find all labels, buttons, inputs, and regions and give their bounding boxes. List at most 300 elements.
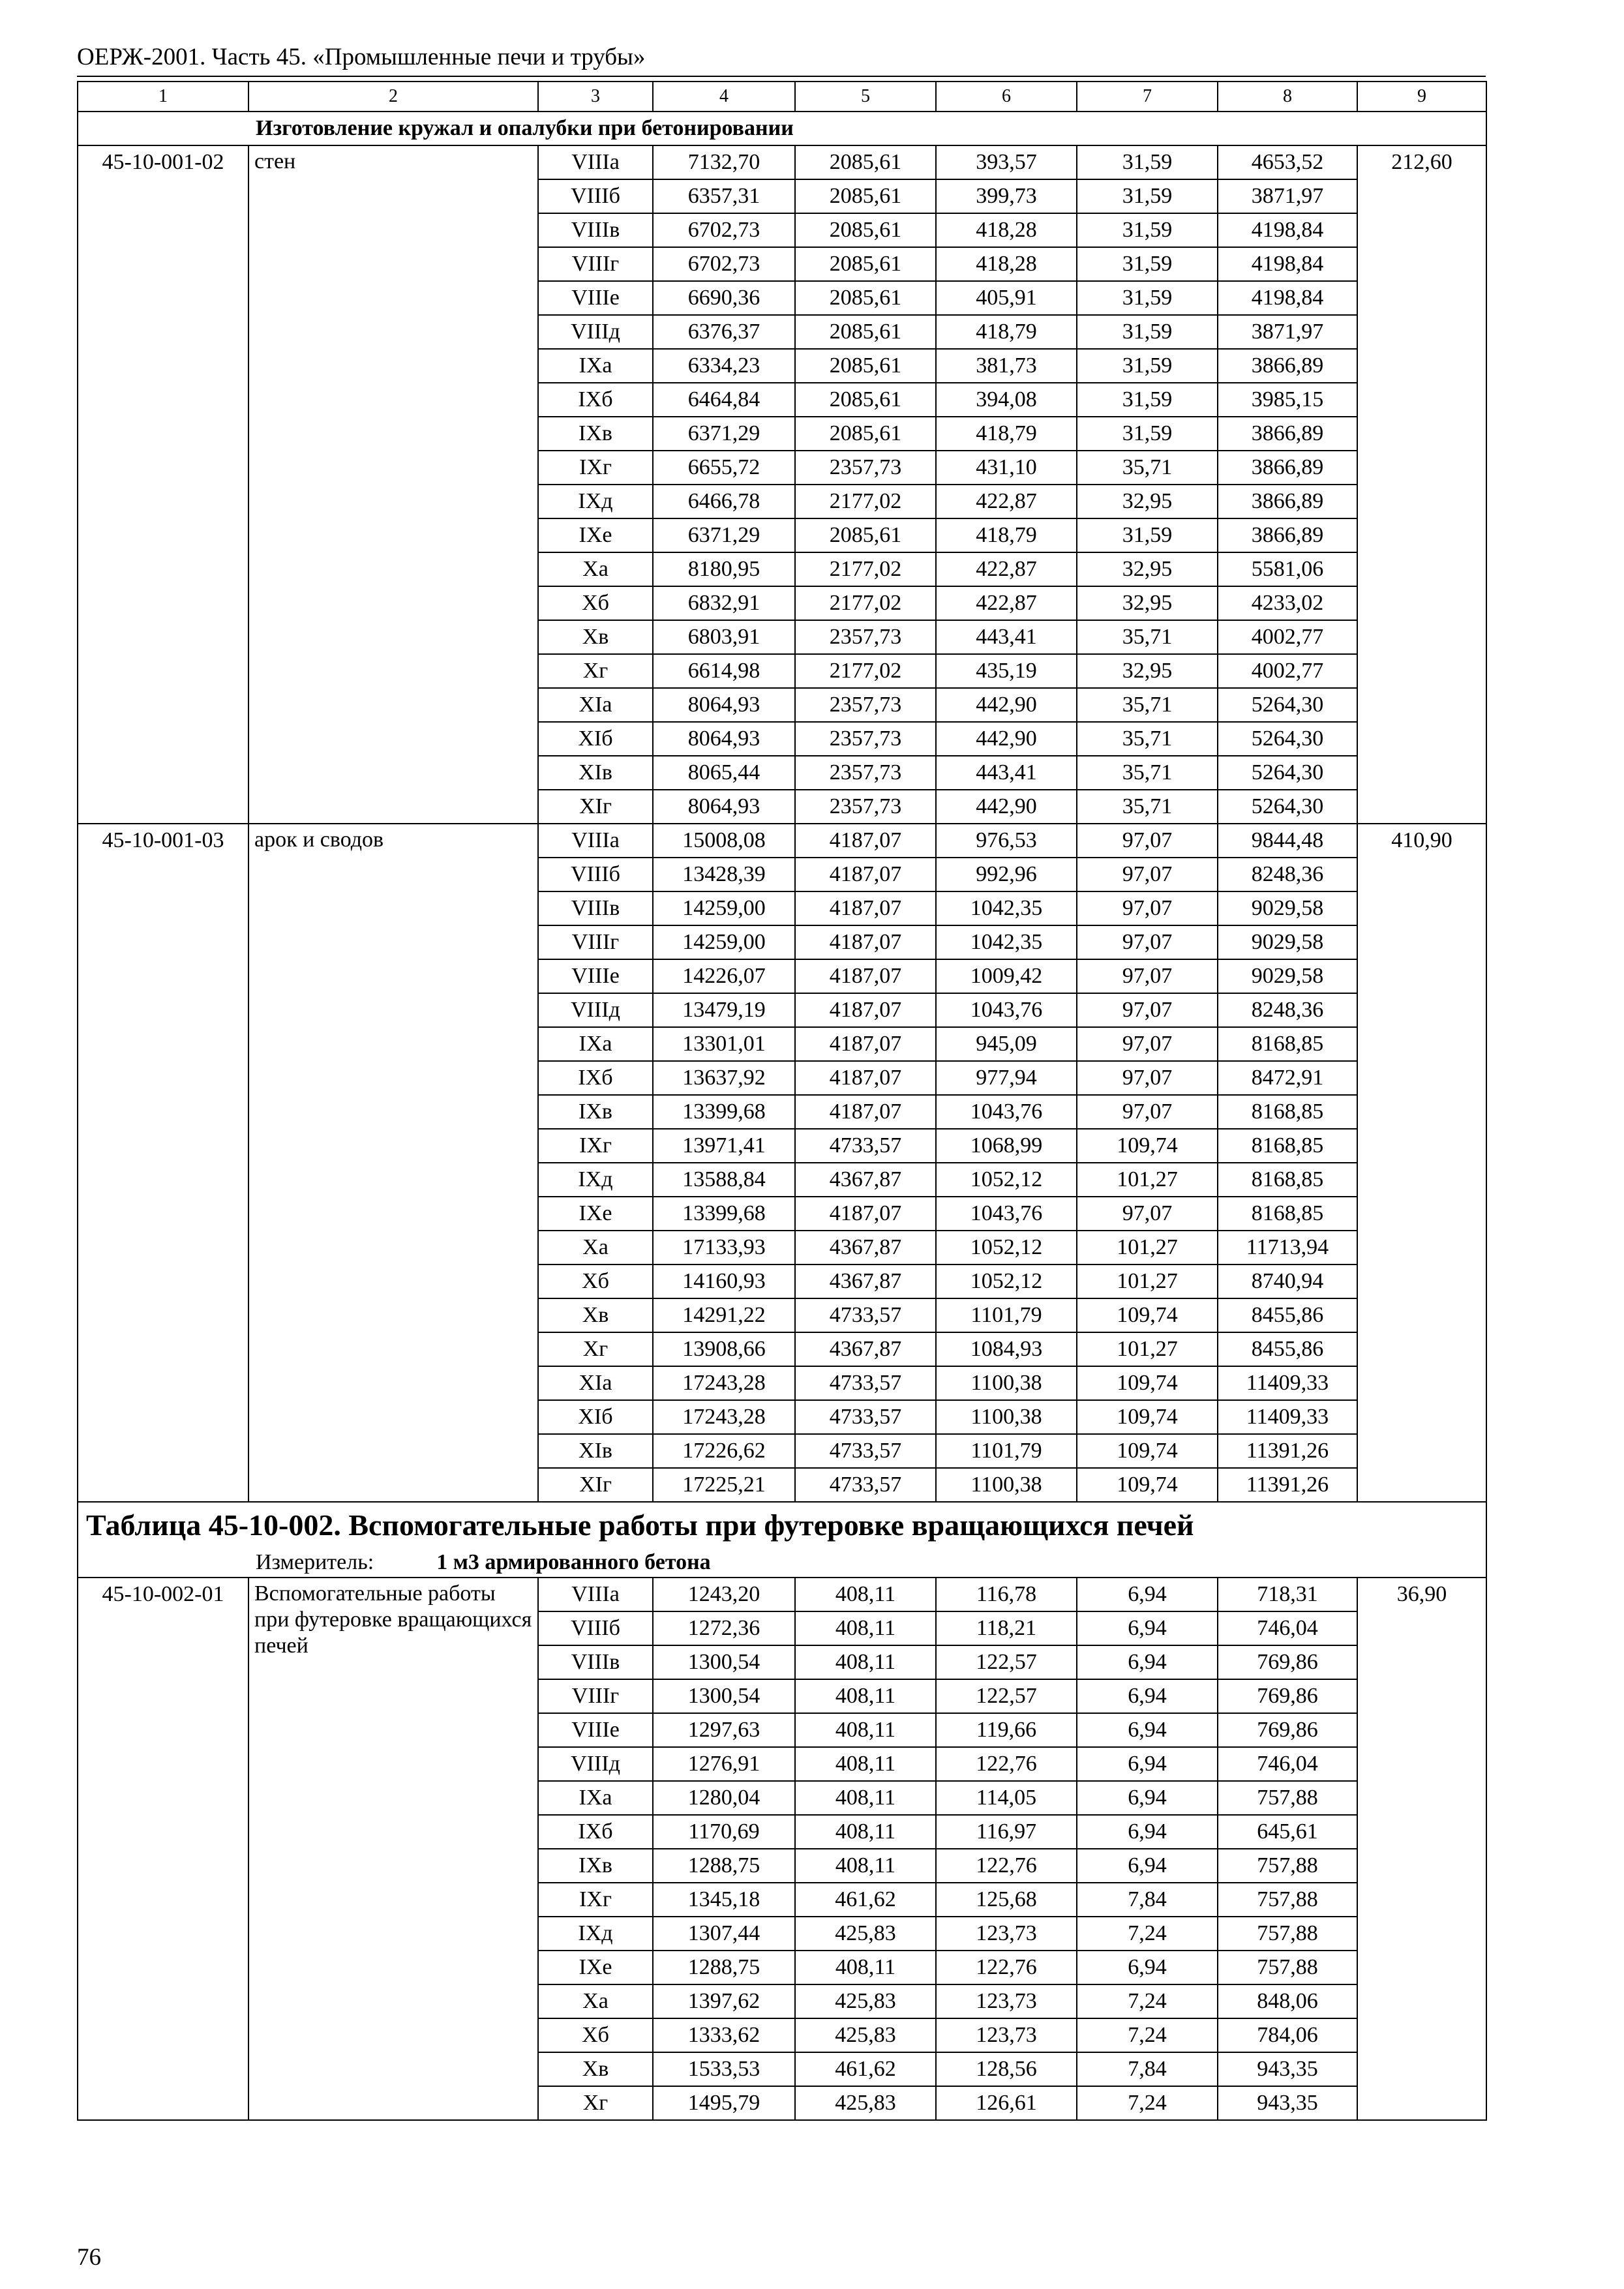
rate-value: 945,09	[936, 1027, 1077, 1061]
rate-value: 4187,07	[795, 993, 936, 1027]
column-number: 7	[1077, 82, 1218, 112]
rate-value: 8472,91	[1218, 1061, 1357, 1095]
rate-value: 116,78	[936, 1578, 1077, 1611]
rate-value: 4367,87	[795, 1332, 936, 1366]
rate-value: 4733,57	[795, 1366, 936, 1400]
rate-value: 4733,57	[795, 1298, 936, 1332]
column-number-row	[78, 82, 1486, 112]
rate-value: 976,53	[936, 824, 1077, 858]
table2-title-row	[78, 1502, 1486, 1548]
rate-category: VIIIе	[538, 281, 653, 315]
rate-value: 4002,77	[1218, 620, 1357, 654]
rate-value: 101,27	[1077, 1231, 1218, 1264]
rate-category: VIIIв	[538, 1645, 653, 1679]
rate-value: 31,59	[1077, 281, 1218, 315]
rate-value: 442,90	[936, 722, 1077, 756]
rate-value: 2085,61	[795, 213, 936, 247]
rate-value: 31,59	[1077, 518, 1218, 552]
rate-value: 8168,85	[1218, 1027, 1357, 1061]
rate-value: 122,76	[936, 1951, 1077, 1984]
rate-value: 6832,91	[653, 586, 795, 620]
rate-value: 2357,73	[795, 688, 936, 722]
rate-value: 1052,12	[936, 1264, 1077, 1298]
rate-value: 394,08	[936, 383, 1077, 417]
table-row	[78, 1578, 1486, 1611]
rate-value: 1009,42	[936, 959, 1077, 993]
section-title: Изготовление кружал и опалубки при бетонировании	[78, 112, 1486, 145]
rate-value: 14226,07	[653, 959, 795, 993]
rate-col9: 410,90	[1357, 824, 1486, 1502]
rate-value: 17133,93	[653, 1231, 795, 1264]
rate-value: 1043,76	[936, 993, 1077, 1027]
rate-value: 3871,97	[1218, 315, 1357, 349]
rate-value: 1288,75	[653, 1849, 795, 1883]
rate-category: Xб	[538, 2018, 653, 2052]
rate-value: 8168,85	[1218, 1095, 1357, 1129]
rate-value: 4367,87	[795, 1231, 936, 1264]
rate-value: 6334,23	[653, 349, 795, 383]
rate-value: 6,94	[1077, 1815, 1218, 1849]
rate-value: 1042,35	[936, 891, 1077, 925]
rate-value: 408,11	[795, 1611, 936, 1645]
rate-value: 2357,73	[795, 451, 936, 485]
rate-value: 118,21	[936, 1611, 1077, 1645]
rate-category: IXд	[538, 485, 653, 518]
page-number: 76	[77, 2244, 101, 2271]
page-header: ОЕРЖ-2001. Часть 45. «Промышленные печи и трубы»	[77, 44, 646, 70]
rate-value: 6,94	[1077, 1849, 1218, 1883]
rate-value: 116,97	[936, 1815, 1077, 1849]
rate-value: 7,24	[1077, 2086, 1218, 2120]
rate-value: 2085,61	[795, 383, 936, 417]
rate-value: 14259,00	[653, 925, 795, 959]
rate-value: 443,41	[936, 620, 1077, 654]
rate-value: 4733,57	[795, 1434, 936, 1468]
rate-value: 97,07	[1077, 1061, 1218, 1095]
rate-value: 757,88	[1218, 1781, 1357, 1815]
rate-value: 408,11	[795, 1849, 936, 1883]
rate-value: 7,24	[1077, 1984, 1218, 2018]
rate-value: 5581,06	[1218, 552, 1357, 586]
rate-value: 4733,57	[795, 1400, 936, 1434]
rate-category: XIг	[538, 1468, 653, 1502]
rate-value: 13301,01	[653, 1027, 795, 1061]
rate-value: 1533,53	[653, 2052, 795, 2086]
rate-value: 13479,19	[653, 993, 795, 1027]
rate-value: 31,59	[1077, 145, 1218, 179]
table-row	[78, 145, 1486, 179]
rate-category: Xг	[538, 2086, 653, 2120]
rate-value: 757,88	[1218, 1849, 1357, 1883]
rate-value: 422,87	[936, 552, 1077, 586]
rate-category: IXа	[538, 1027, 653, 1061]
table2-title: Таблица 45-10-002. Вспомогательные работы при футеровке вращающихся печей	[78, 1502, 1486, 1548]
rate-value: 109,74	[1077, 1366, 1218, 1400]
rate-value: 418,28	[936, 213, 1077, 247]
rate-value: 1397,62	[653, 1984, 795, 2018]
rate-value: 1300,54	[653, 1679, 795, 1713]
rate-value: 35,71	[1077, 722, 1218, 756]
rate-value: 13908,66	[653, 1332, 795, 1366]
rate-value: 408,11	[795, 1679, 936, 1713]
rate-value: 122,76	[936, 1747, 1077, 1781]
rate-value: 2177,02	[795, 552, 936, 586]
rate-name: Вспомогательные работы при футеровке вращающихся печей	[248, 1578, 538, 2120]
rate-value: 8168,85	[1218, 1129, 1357, 1163]
rate-value: 4733,57	[795, 1468, 936, 1502]
rate-category: IXв	[538, 1849, 653, 1883]
column-number: 6	[936, 82, 1077, 112]
rate-value: 35,71	[1077, 451, 1218, 485]
rate-category: VIIIг	[538, 1679, 653, 1713]
rate-value: 408,11	[795, 1747, 936, 1781]
rate-value: 8064,93	[653, 790, 795, 824]
measure-value: 1 м3 армированного бетона	[436, 1549, 711, 1574]
rate-value: 1052,12	[936, 1231, 1077, 1264]
column-number: 8	[1218, 82, 1357, 112]
rate-value: 769,86	[1218, 1713, 1357, 1747]
rate-value: 3866,89	[1218, 485, 1357, 518]
rate-value: 109,74	[1077, 1468, 1218, 1502]
rate-value: 6376,37	[653, 315, 795, 349]
rate-value: 97,07	[1077, 925, 1218, 959]
rate-value: 97,07	[1077, 1095, 1218, 1129]
rate-value: 114,05	[936, 1781, 1077, 1815]
column-number: 9	[1357, 82, 1486, 112]
measure-cell	[78, 1548, 1486, 1578]
rate-value: 6357,31	[653, 179, 795, 213]
rate-category: Xа	[538, 1231, 653, 1264]
measure-row	[78, 1548, 1486, 1578]
rate-category: Xб	[538, 586, 653, 620]
rate-value: 2085,61	[795, 179, 936, 213]
rate-code: 45-10-002-01	[78, 1578, 248, 2120]
rate-category: VIIIв	[538, 891, 653, 925]
rate-value: 8455,86	[1218, 1332, 1357, 1366]
rate-value: 5264,30	[1218, 756, 1357, 790]
rate-value: 97,07	[1077, 824, 1218, 858]
rate-value: 1307,44	[653, 1917, 795, 1951]
rate-value: 757,88	[1218, 1951, 1357, 1984]
rate-value: 31,59	[1077, 349, 1218, 383]
rate-value: 32,95	[1077, 654, 1218, 688]
rate-value: 418,79	[936, 518, 1077, 552]
rate-category: Xв	[538, 620, 653, 654]
rate-category: IXб	[538, 383, 653, 417]
rate-category: VIIIд	[538, 1747, 653, 1781]
rate-value: 2085,61	[795, 349, 936, 383]
rate-value: 109,74	[1077, 1434, 1218, 1468]
rate-category: VIIIа	[538, 1578, 653, 1611]
rate-value: 1288,75	[653, 1951, 795, 1984]
rate-value: 7132,70	[653, 145, 795, 179]
rate-value: 31,59	[1077, 417, 1218, 451]
rate-category: IXе	[538, 1951, 653, 1984]
rate-value: 405,91	[936, 281, 1077, 315]
rate-value: 6803,91	[653, 620, 795, 654]
rate-value: 746,04	[1218, 1611, 1357, 1645]
rate-value: 7,84	[1077, 1883, 1218, 1917]
header-rule	[77, 76, 1486, 77]
rate-value: 1052,12	[936, 1163, 1077, 1197]
rate-value: 4367,87	[795, 1264, 936, 1298]
rate-category: IXа	[538, 349, 653, 383]
rate-value: 1297,63	[653, 1713, 795, 1747]
rate-value: 15008,08	[653, 824, 795, 858]
rate-value: 718,31	[1218, 1578, 1357, 1611]
rate-value: 6,94	[1077, 1578, 1218, 1611]
rate-value: 1280,04	[653, 1781, 795, 1815]
rate-value: 1100,38	[936, 1468, 1077, 1502]
rate-category: Xг	[538, 654, 653, 688]
rate-value: 422,87	[936, 485, 1077, 518]
rate-value: 17226,62	[653, 1434, 795, 1468]
rate-value: 6371,29	[653, 417, 795, 451]
rate-value: 1068,99	[936, 1129, 1077, 1163]
rate-value: 399,73	[936, 179, 1077, 213]
rate-value: 32,95	[1077, 552, 1218, 586]
rate-category: IXб	[538, 1061, 653, 1095]
rate-category: VIIIв	[538, 213, 653, 247]
rate-value: 11409,33	[1218, 1366, 1357, 1400]
rate-category: IXд	[538, 1917, 653, 1951]
rate-value: 6,94	[1077, 1781, 1218, 1815]
rate-category: IXг	[538, 1129, 653, 1163]
rate-value: 101,27	[1077, 1264, 1218, 1298]
rate-value: 13971,41	[653, 1129, 795, 1163]
rate-value: 442,90	[936, 790, 1077, 824]
rate-value: 408,11	[795, 1713, 936, 1747]
rate-value: 8455,86	[1218, 1298, 1357, 1332]
rate-category: IXд	[538, 1163, 653, 1197]
rate-category: Xб	[538, 1264, 653, 1298]
rate-category: Xв	[538, 2052, 653, 2086]
rate-value: 9029,58	[1218, 891, 1357, 925]
rate-category: VIIIб	[538, 1611, 653, 1645]
rate-value: 1170,69	[653, 1815, 795, 1849]
rate-category: XIб	[538, 722, 653, 756]
rate-value: 1276,91	[653, 1747, 795, 1781]
rate-value: 17243,28	[653, 1400, 795, 1434]
rate-value: 6,94	[1077, 1951, 1218, 1984]
rate-value: 109,74	[1077, 1129, 1218, 1163]
rate-value: 14160,93	[653, 1264, 795, 1298]
rate-value: 393,57	[936, 145, 1077, 179]
rate-value: 5264,30	[1218, 688, 1357, 722]
rate-category: Xг	[538, 1332, 653, 1366]
column-number: 5	[795, 82, 936, 112]
rate-value: 2085,61	[795, 518, 936, 552]
rate-value: 2085,61	[795, 417, 936, 451]
rate-value: 6464,84	[653, 383, 795, 417]
rate-value: 6,94	[1077, 1645, 1218, 1679]
rate-value: 2085,61	[795, 315, 936, 349]
rate-value: 848,06	[1218, 1984, 1357, 2018]
rate-value: 6702,73	[653, 213, 795, 247]
rate-category: IXв	[538, 1095, 653, 1129]
rate-value: 422,87	[936, 586, 1077, 620]
rate-value: 6,94	[1077, 1747, 1218, 1781]
rate-value: 645,61	[1218, 1815, 1357, 1849]
rate-value: 1495,79	[653, 2086, 795, 2120]
rate-value: 9029,58	[1218, 925, 1357, 959]
rate-category: Xв	[538, 1298, 653, 1332]
measure-label: Измеритель:	[256, 1549, 374, 1574]
rate-value: 97,07	[1077, 1197, 1218, 1231]
rate-category: VIIIб	[538, 858, 653, 891]
rate-value: 461,62	[795, 1883, 936, 1917]
rate-value: 17243,28	[653, 1366, 795, 1400]
rate-value: 2177,02	[795, 485, 936, 518]
rate-value: 97,07	[1077, 858, 1218, 891]
rate-value: 31,59	[1077, 213, 1218, 247]
rate-value: 35,71	[1077, 620, 1218, 654]
rate-value: 4187,07	[795, 824, 936, 858]
rate-value: 8064,93	[653, 722, 795, 756]
rate-value: 8180,95	[653, 552, 795, 586]
rate-value: 3866,89	[1218, 518, 1357, 552]
rate-value: 4187,07	[795, 1027, 936, 1061]
rate-value: 31,59	[1077, 179, 1218, 213]
rate-category: XIа	[538, 1366, 653, 1400]
rate-value: 101,27	[1077, 1332, 1218, 1366]
rate-value: 128,56	[936, 2052, 1077, 2086]
rate-value: 1101,79	[936, 1434, 1077, 1468]
rate-value: 8740,94	[1218, 1264, 1357, 1298]
rate-value: 97,07	[1077, 891, 1218, 925]
rate-value: 408,11	[795, 1815, 936, 1849]
rate-value: 4187,07	[795, 891, 936, 925]
rate-value: 408,11	[795, 1645, 936, 1679]
rate-value: 123,73	[936, 2018, 1077, 2052]
rate-category: IXг	[538, 451, 653, 485]
rate-category: XIв	[538, 756, 653, 790]
rate-category: IXг	[538, 1883, 653, 1917]
rate-value: 4653,52	[1218, 145, 1357, 179]
rate-category: VIIIа	[538, 145, 653, 179]
rate-value: 7,84	[1077, 2052, 1218, 2086]
rate-value: 13588,84	[653, 1163, 795, 1197]
rate-value: 425,83	[795, 1984, 936, 2018]
rate-value: 1042,35	[936, 925, 1077, 959]
rate-value: 13428,39	[653, 858, 795, 891]
rate-value: 6655,72	[653, 451, 795, 485]
rate-category: IXа	[538, 1781, 653, 1815]
rate-category: XIа	[538, 688, 653, 722]
rate-value: 14259,00	[653, 891, 795, 925]
rate-value: 4198,84	[1218, 247, 1357, 281]
rate-value: 3985,15	[1218, 383, 1357, 417]
rate-value: 11713,94	[1218, 1231, 1357, 1264]
rate-category: Xа	[538, 552, 653, 586]
rate-value: 6466,78	[653, 485, 795, 518]
rate-value: 784,06	[1218, 2018, 1357, 2052]
rate-value: 31,59	[1077, 315, 1218, 349]
rate-value: 9844,48	[1218, 824, 1357, 858]
column-number: 1	[78, 82, 248, 112]
rate-category: VIIIг	[538, 925, 653, 959]
rate-value: 992,96	[936, 858, 1077, 891]
rate-value: 1100,38	[936, 1400, 1077, 1434]
rate-value: 1101,79	[936, 1298, 1077, 1332]
rate-value: 32,95	[1077, 485, 1218, 518]
rate-value: 443,41	[936, 756, 1077, 790]
rate-value: 109,74	[1077, 1400, 1218, 1434]
section-row	[78, 112, 1486, 145]
rate-value: 8065,44	[653, 756, 795, 790]
rate-value: 101,27	[1077, 1163, 1218, 1197]
rate-value: 2357,73	[795, 620, 936, 654]
rate-value: 35,71	[1077, 756, 1218, 790]
column-number: 4	[653, 82, 795, 112]
rate-category: IXе	[538, 1197, 653, 1231]
rate-value: 381,73	[936, 349, 1077, 383]
rate-value: 4367,87	[795, 1163, 936, 1197]
rate-value: 418,28	[936, 247, 1077, 281]
rate-value: 4187,07	[795, 959, 936, 993]
rate-category: VIIIд	[538, 993, 653, 1027]
rate-value: 431,10	[936, 451, 1077, 485]
rate-col9: 212,60	[1357, 145, 1486, 824]
rate-value: 35,71	[1077, 790, 1218, 824]
rate-value: 13399,68	[653, 1095, 795, 1129]
rate-value: 461,62	[795, 2052, 936, 2086]
rate-value: 31,59	[1077, 247, 1218, 281]
column-number: 2	[248, 82, 538, 112]
rate-category: Xа	[538, 1984, 653, 2018]
rate-value: 109,74	[1077, 1298, 1218, 1332]
rate-value: 6,94	[1077, 1713, 1218, 1747]
rate-value: 757,88	[1218, 1917, 1357, 1951]
rate-category: XIб	[538, 1400, 653, 1434]
rate-value: 4233,02	[1218, 586, 1357, 620]
rate-value: 4187,07	[795, 925, 936, 959]
rate-value: 2357,73	[795, 756, 936, 790]
rate-value: 1043,76	[936, 1197, 1077, 1231]
rate-category: IXб	[538, 1815, 653, 1849]
rate-value: 757,88	[1218, 1883, 1357, 1917]
rate-value: 769,86	[1218, 1679, 1357, 1713]
rate-value: 4187,07	[795, 858, 936, 891]
rate-value: 442,90	[936, 688, 1077, 722]
rate-value: 2085,61	[795, 247, 936, 281]
rate-value: 123,73	[936, 1984, 1077, 2018]
rate-value: 31,59	[1077, 383, 1218, 417]
rate-value: 425,83	[795, 2018, 936, 2052]
rate-name: стен	[248, 145, 538, 824]
rate-value: 8248,36	[1218, 858, 1357, 891]
rate-value: 4198,84	[1218, 281, 1357, 315]
rate-value: 943,35	[1218, 2086, 1357, 2120]
rate-value: 35,71	[1077, 688, 1218, 722]
rate-value: 6702,73	[653, 247, 795, 281]
rate-value: 11391,26	[1218, 1468, 1357, 1502]
rate-value: 97,07	[1077, 959, 1218, 993]
rate-value: 408,11	[795, 1951, 936, 1984]
rate-value: 4187,07	[795, 1197, 936, 1231]
rate-value: 6690,36	[653, 281, 795, 315]
rate-value: 8248,36	[1218, 993, 1357, 1027]
rate-value: 32,95	[1077, 586, 1218, 620]
rate-value: 1084,93	[936, 1332, 1077, 1366]
rate-value: 4002,77	[1218, 654, 1357, 688]
rate-value: 122,57	[936, 1679, 1077, 1713]
rate-value: 126,61	[936, 2086, 1077, 2120]
rate-value: 13399,68	[653, 1197, 795, 1231]
rate-value: 1043,76	[936, 1095, 1077, 1129]
rate-value: 7,24	[1077, 2018, 1218, 2052]
rate-value: 418,79	[936, 417, 1077, 451]
